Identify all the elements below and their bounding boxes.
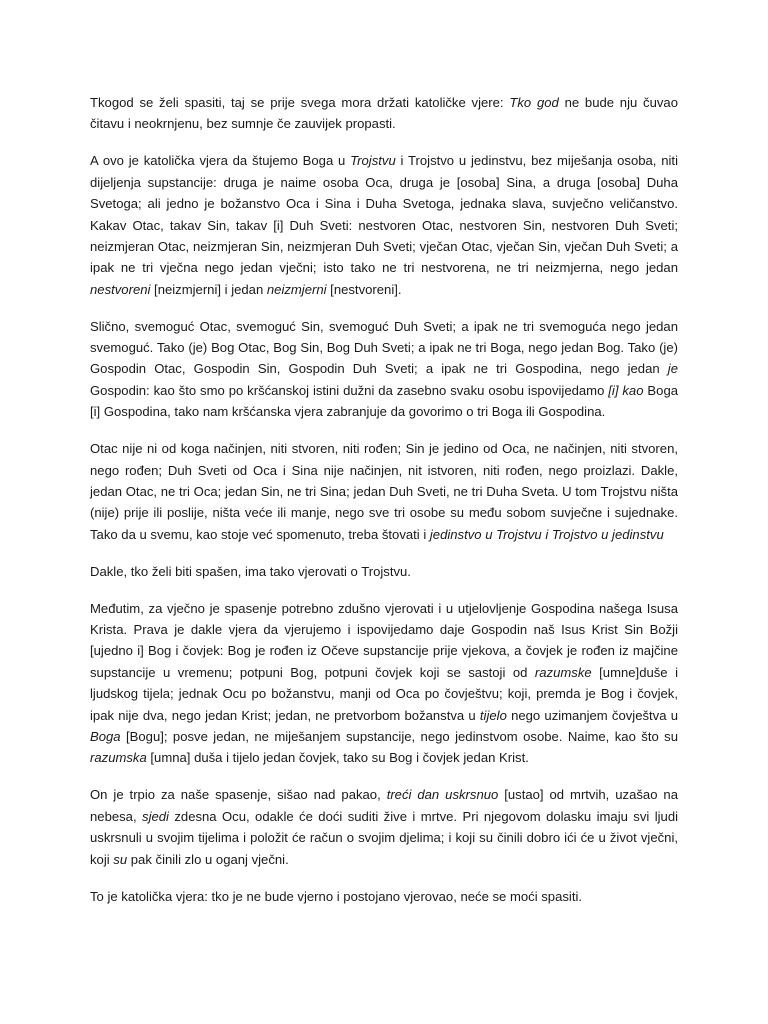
text-run: pak činili zlo u oganj vječni. xyxy=(127,851,289,867)
italic-text-run: tijelo xyxy=(479,707,507,723)
italic-text-run: treći dan uskrsnuo xyxy=(386,787,499,803)
document-body xyxy=(90,92,678,907)
paragraph xyxy=(90,561,678,582)
text-run: Slično, svemoguć Otac, svemoguć Sin, svemoguć Duh Sveti; a ipak ne tri svemoguća nego jedan svemoguć. Tako (je) Bog Otac, Bog Sin, Bog Duh Sveti; a ipak ne tri Boga, nego jedan Bog. Tako (je) Gospodin Otac, Gospodin Sin, Gospodin Duh Sveti; a ipak ne tri Gospodina, nego jedan xyxy=(90,318,678,377)
text-run: [neizmjerni] i jedan xyxy=(150,281,267,297)
italic-text-run: razumske xyxy=(534,664,592,680)
paragraph xyxy=(90,886,678,907)
text-run: Gospodin: kao što smo po kršćanskoj istini dužni da zasebno svaku osobu ispovijedamo xyxy=(90,382,609,398)
paragraph xyxy=(90,92,678,135)
text-run: [nestvoreni]. xyxy=(326,281,402,297)
text-run: Tkogod se želi spasiti, taj se prije svega mora držati katoličke vjere: xyxy=(90,95,510,110)
text-run: [umne]duše i ljudskog tijela; jednak Ocu po božanstvu, manji od Oca po čovještvu; koji, premda je Bog i čovjek, ipak nije dva, nego jedan Krist; jedan, ne pretvorbom božanstva u xyxy=(90,664,678,723)
paragraph xyxy=(90,438,678,545)
text-run: [umna] duša i tijelo jedan čovjek, tako su Bog i čovjek jedan Krist. xyxy=(146,750,529,766)
text-run: [ustao] od mrtvih, uzašao na nebesa, xyxy=(90,787,678,824)
italic-text-run: Tko god xyxy=(509,95,559,110)
text-run: Boga [i] Gospodina, tako nam kršćanska vjera zabranjuje da govorimo o tri Boga ili Gospodina. xyxy=(90,382,679,420)
text-run: To je katolička vjera: tko je ne bude vjerno i postojano vjerovao, neće se moći spasiti. xyxy=(90,888,583,904)
text-run: nego uzimanjem čovještva u xyxy=(506,707,679,723)
italic-text-run: jedinstvo u Trojstvu i Trojstvo u jedinstvu xyxy=(429,526,664,542)
italic-text-run: je xyxy=(667,361,678,377)
text-run: On je trpio za naše spasenje, sišao nad pakao, xyxy=(90,787,387,803)
italic-text-run: Boga xyxy=(90,729,121,745)
paragraph xyxy=(90,316,678,423)
italic-text-run: su xyxy=(113,851,128,867)
italic-text-run: [i] kao xyxy=(608,382,644,398)
text-run: Otac nije ni od koga načinjen, niti stvoren, niti rođen; Sin je jedino od Oca, ne načinjen, niti stvoren, nego rođen; Duh Sveti od Oca i Sina nije načinjen, nit istvoren, niti rođen, nego proizlazi. Dakle, jedan Otac, ne tri Oca; jedan Sin, ne tri Sina; jedan Duh Sveti, ne tri Duha Sveta. U tom Trojstvu ništa (nije) prije ili poslije, ništa veće ili manje, nego sve tri osobe su među sobom suvječne i sujednake. Tako da u svemu, kao stoje već spomenuto, treba štovati i xyxy=(90,441,678,542)
text-run: ne bude nju čuvao čitavu i neokrnjenu, bez sumnje če zauvijek propasti. xyxy=(90,95,678,132)
italic-text-run: neizmjerni xyxy=(266,281,327,297)
italic-text-run: nestvoreni xyxy=(90,281,151,297)
paragraph xyxy=(90,598,678,769)
italic-text-run: Trojstvu xyxy=(350,153,396,169)
paragraph xyxy=(90,150,678,300)
italic-text-run: sjedi xyxy=(142,808,169,824)
text-run: [Bogu]; posve jedan, ne miješanjem supstancije, nego jedinstvom osobe. Naime, kao što su xyxy=(120,729,678,745)
text-run: zdesna Ocu, odakle će doći suditi žive i mrtve. Pri njegovom dolasku imaju svi ljudi uskrsnuli u svojim tijelima i položit će račun o svojim djelima; i koji su činili dobro ići će u život vječni, koji xyxy=(90,808,679,867)
paragraph xyxy=(90,784,678,870)
text-run: Dakle, tko želi biti spašen, ima tako vjerovati o Trojstvu. xyxy=(90,563,411,579)
text-run: i Trojstvo u jedinstvu, bez miješanja osoba, niti dijeljenja supstancije: druga je naime osoba Oca, druga je [osoba] Sina, a druga [osoba] Duha Svetoga; ali jedno je božanstvo Oca i Sina i Duha Svetoga, jednaka slava, suvječno veličanstvo. Kakav Otac, takav Sin, takav [i] Duh Sveti: nestvoren Otac, nestvoren Sin, nestvoren Duh Sveti; neizmjeran Otac, neizmjeran Sin, neizmjeran Duh Sveti; vječan Otac, vječan Sin, vječan Duh Sveti; a ipak ne tri vječna nego jedan vječni; isto tako ne tri nestvorena, ne tri neizmjerna, nego jedan xyxy=(90,153,678,276)
text-run: Međutim, za vječno je spasenje potrebno zdušno vjerovati i u utjelovljenje Gospodina našega Isusa Krista. Prava je dakle vjera da vjerujemo i ispovijedamo daje Gospodin naš Isus Krist Sin Božji [ujedno i] Bog i čovjek: Bog je rođen iz Očeve supstancije prije vjekova, a čovjek je rođen iz majčine supstancije u vremenu; potpuni Bog, potpuni čovjek koji se sastoji od xyxy=(90,600,678,680)
text-run: A ovo je katolička vjera da štujemo Boga u xyxy=(90,153,351,169)
italic-text-run: razumska xyxy=(90,750,147,766)
